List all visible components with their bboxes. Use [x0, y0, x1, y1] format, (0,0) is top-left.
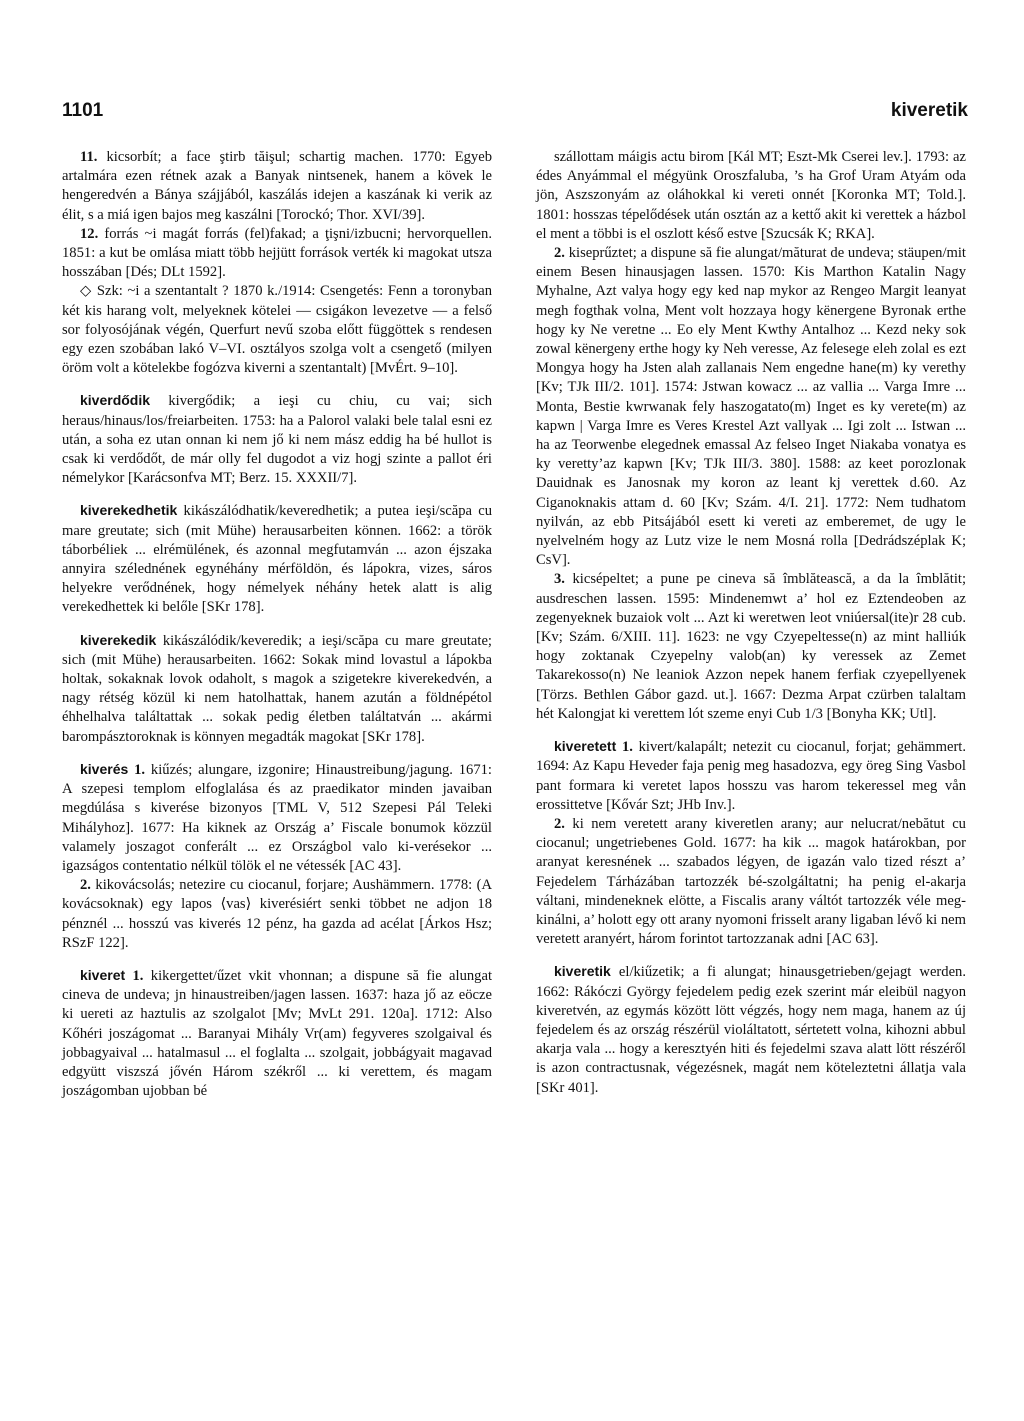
headword: kiverés	[80, 760, 129, 777]
headword: kiveretett	[554, 738, 617, 755]
headword: kiverdődik	[80, 392, 151, 409]
right-column	[536, 148, 966, 1098]
sense-number: 2.	[554, 815, 565, 832]
entry-kiveretett	[536, 737, 966, 815]
entry-text: kivert/kalapált; netezit cu ciocanul, forjat; gehämmert. 1694: Az Kapu Heveder faja penig meg hasadozva, egy öreg Sing Vasbol pant formara ki veretet lapos hosszu vas harom tekeressel meg vån erossittetve [Kővár Szt; JHb Inv.].	[536, 739, 967, 813]
page-header	[62, 100, 968, 122]
sense-number: 1.	[621, 739, 633, 756]
sense-number: 2.	[554, 245, 565, 262]
entry-text: kicsorbít; a face ştirb tăişul; schartig machen. 1770: Egyeb artalmára ezen rétnek azak a Banyak nintsenek, hanem a kövek le hengeredvén a Bánya szájjából, kaszálás idejen a kaszának ki verik az élit, s a miá igen bajos meg kaszálni [Torockó; Thor. XVI/39].	[62, 149, 493, 223]
sense-number: 12.	[80, 225, 99, 242]
entry-kiveretik	[536, 962, 966, 1097]
page-number: 1101	[62, 100, 104, 121]
left-column	[62, 148, 492, 1101]
headword: kiveret	[80, 966, 126, 983]
headword: kiverekedhetik	[80, 502, 178, 519]
sense-number: 1.	[134, 761, 146, 778]
entry-text: kiűzés; alungare, izgonire; Hinaustreibung/jagung. 1671: A szepesi templom elfoglalása és az praedikator minden javaiban megdúlása s kiverése bizonyos [TML V, 512 Szepesi Pál Teleki Mihályhoz]. 1677: Ha kiknek az Ország a’ Fiscale bonumok közzül valamely joszagot conferált ... ez Országbol valo ki-verésekor ... igazságos contentatio nélkül tölök el ne vétessék [AC 43].	[62, 761, 492, 874]
entry-paragraph	[536, 815, 966, 949]
entry-text: kikászálódhatik/keveredhetik; a putea ieşi/scăpa cu mare greutate; sich (mit Mühe) herausarbeiten können. 1662: a török táborbéliek ... elrémülének, és azonnal megfutamván ... azon éjszaka annyira szélednének egynéhány mérföldön, és lápokra, vizes, sáros helyekre verődnének, hogy némelyek néhány hetek alatt is alig verekedhettek ki belőle [SKr 178].	[62, 503, 492, 616]
entry-paragraph	[536, 244, 966, 570]
entry-kiverdődik	[62, 391, 492, 488]
entry-text: kivergődik; a ieşi cu chiu, cu vai; sich heraus/hinaus/los/freiarbeiten. 1753: ha a Palorol valaki bele talal esni ez után, a soha ez utan onnan ki nem jő ki nem mász eddig ha bé hullot is csak ki verdődőt, de már olly fel dugodot a viz hogj szinte a pallot éri némelykor [Karácsonfva MT; Berz. 15. XXXII/7].	[62, 393, 492, 487]
entry-text: szállottam máigis actu birom [Kál MT; Eszt-Mk Cserei lev.]. 1793: az édes Anyámmal el mégyünk Oroszfaluba, ’s ha Grof Uram Atyám oda jön, Aszszonyám az oláhokkal ki vereti onnét [Koronka MT; Told.]. 1801: hosszas tépelődések után osztán az a kettő akit ki verettek a házbol el ment a többi is el oszlott késő estve [Szucsák K; RKA].	[536, 149, 966, 242]
entry-text: forrás ~i magát forrás (fel)fakad; a ţişni/izbucni; hervorquellen. 1851: a kut be omlása miatt több hejjütt források verték ki magokat utsza hosszában [Dés; DLt 1592].	[62, 225, 492, 281]
entry-text: kiseprűztet; a dispune să fie alungat/măturat de undeva; stäupen/mit einem Besen hinausjagen lassen. 1570: Kis Marthon Katalin Nagy Myhalne, Azt valya hogy egy ked nap mykor az Rengeo Margit leanyat megh fogthak volna, Ment volt hozzaya hogy kënergene Byronak erthe hogy ky Ne veretne ... Eo ely Ment Kwthy Antalhoz ... Kezd neky sok zowal kënergeny erthe hogy ky Neh veresse, Az felesege eleh zolal es ezt Mongya hogy ha Jsten alah zallanais Nem engedne hane(m) ky verethy [Kv; TJk III/2. 101]. 1574: Jstwan kowacz ... az vallia ... Varga Imre ... Monta, Bestie kwrwanak fely haszogatato(m) Inget es ky verete(m) az kapwn | Varga Imre es Veres Krestel Azt vallyak ... Igi zolt ... Istwan ... ha az Teorwenbe elegednek emassal Az felseo Inget Niakaba vonatya es ky veretty’az kapwn [Kv; TJk III/3. 380]. 1588: az keet porozlonak Dauidnak es Janosnak my koron az leant kj verettek d.60. Az Ciganoknakis attam d. 60 [Kv; Szám. 4/I. 21]. 1772: Nem tudhatom nyilván, az ebb Pitsájából esett ki vereti az emberemet, de ugy le nyelvelném hogy az Lutz vize le nem Mosná rolla [Dedrádszéplak K; CsV].	[536, 245, 966, 569]
entry-kiverekedhetik	[62, 501, 492, 617]
entry-paragraph	[62, 225, 492, 283]
headword: kiverekedik	[80, 631, 157, 648]
entry-paragraph	[536, 570, 966, 724]
entry-paragraph	[62, 876, 492, 953]
entry-text: kikászálódik/keveredik; a ieşi/scăpa cu mare greutate; sich (mit Mühe) herausarbeiten. 1662: Sokak mind lovastul a lápokba holtak, sokaknak lovok odaholt, s magok a szigetekre kiverekedvén, a nagy rétség közül ki nem hatolhattak, hanem azután a földnépétol éhhelhalva találtattak ... sokak pedig életben találtatván ... akármi barompásztoroknak is könnyen megadták magokat [SKr 178].	[62, 632, 492, 745]
headword: kiveretik	[554, 963, 611, 980]
sense-number: 2.	[80, 877, 91, 894]
sense-number: 3.	[554, 571, 565, 588]
entry-paragraph	[62, 148, 492, 225]
entry-kiverés	[62, 760, 492, 876]
entry-kiverekedik	[62, 631, 492, 747]
entry-text: ◇ Szk: ~i a szentantalt ? 1870 k./1914: Csengetés: Fenn a toronyban két kis harang volt, melyeknek kötelei — csigákon levezetve — a felső sor folyosójának végén, Querfurt nevű szoba előtt függöttek s rendesen egy ezen szobában lakó V–VI. osztályos szolga volt a csengető (milyen öröm volt a kötelekbe fogózva kiverni a szentantalt) [MvÉrt. 9–10].	[62, 283, 492, 377]
entry-text: kikovácsolás; netezire cu ciocanul, forjare; Aushämmern. 1778: (A kovácsoknak) egy lapos ⟨vas⟩ kiverésiért senki többet ne adjon 18 pénznél ... hosszú vas kiverés 12 pénz, ha gazda ad acélat [Árkos Hsz; RSzF 122].	[62, 877, 493, 951]
entry-kiveret	[62, 966, 492, 1101]
entry-paragraph	[536, 148, 966, 244]
sense-number: 11.	[80, 149, 98, 165]
entry-text: kikergettet/űzet vkit vhonnan; a dispune să fie alungat cineva de undeva; jn hinaustreiben/jagen lassen. 1637: haza jő az eöcze ki uereti az haztulis az szolgalot [Mv; MvLt 291. 120a]. 1712: Also Kőhéri joszágomat ... Baranyai Mihály Vr(am) fegyveres szolgaival és jobbagyaival ... hatalmasul ... el foglalta ... szolgait, jobbágyait magavad edgyütt viszszá jővén Három székről ... ki verettem, és magam joszágomban ujobban bé	[62, 967, 493, 1100]
entry-text: kicsépeltet; a pune pe cineva să îmblătească, a da la îmblătit; ausdreschen lassen. 1595: Mindenemwt a’ hol ez Eztendeoben az zegenyeknek buzaiok volt ... Azt ki weretwen leot vniúersal(ite)r 28 cub. [Kv; Szám. 6/XIII. 11]. 1623: ne vgy Czyepeltesse(n) az mint halliúk hogy zoktanak Czyepelny valob(an) ky veressek az Zemet Takarekosso(n) Ne leaniok Azzon nepek hanem ferfiak czyepellyenek [Törzs. Bethlen Gábor gazd. ut.]. 1667: Dezma Arpat czürben talaltam hét Kalongjat ki verettem lót szeme enyi Cub 1/3 [Bonyha KK; Utl].	[536, 571, 966, 722]
sense-number: 1.	[132, 967, 144, 984]
entry-text: ki nem veretett arany kiveretlen arany; aur nelucrat/nebătut cu ciocanul; ungetriebenes Gold. 1677: ha kik ... magok határokban, por aranyat keresnének ... szabados légyen, de igazán valo tized részt a’ Fejedelem Tárházában tartozzék bé-szolgáltatni; ha penig el-akarja váltani, mindeneknek elötte, a Fiscalis arany váltót tartozzék véle meg-kinálni, a’ holott egy ott arany nyomoni frisselt arany ligaban lévő ki nem veretett aranyért, három forintot tartozzanak adni [AC 63].	[536, 815, 966, 948]
entry-text: el/kiűzetik; a fi alungat; hinausgetrieben/gejagt werden. 1662: Rákóczi György fejedelem pedig ezek szerint már eleibül nagyon kiveretvén, az egymás között lött végzés, hogy nem maga, hanem az új fejedelem és az ország részérül violáltatott, sértetett volna, kihozni abbul akarja vala ... hogy a keresztyén hiti és fejedelmi szava alatt lött részéről is azon contractusnak, végezésnek, magát nem köteleztetni állatja vala [SKr 401].	[536, 964, 966, 1096]
entry-paragraph	[62, 282, 492, 378]
running-head: kiveretik	[890, 100, 968, 121]
